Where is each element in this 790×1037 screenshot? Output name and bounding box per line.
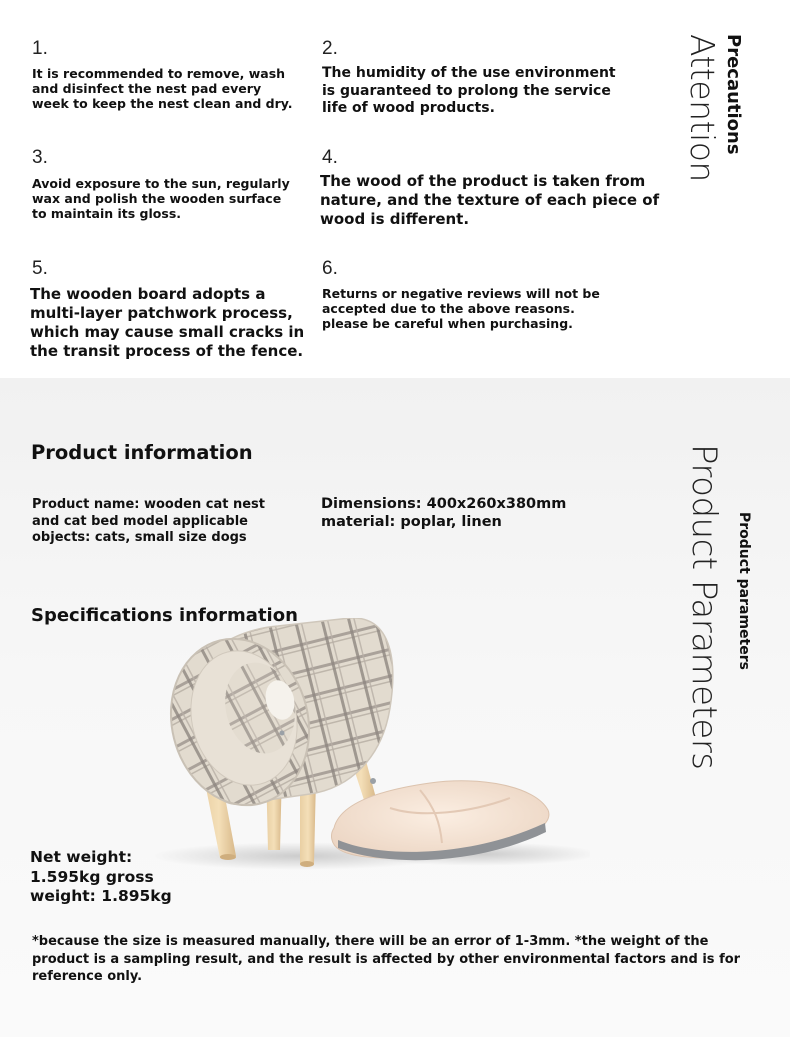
tip-number-5: 5. — [32, 258, 48, 279]
tip-text-4: The wood of the product is taken from nature, and the texture of each piece of wood is different. — [320, 172, 660, 228]
tip-number-6: 6. — [322, 258, 338, 279]
tip-text-6: Returns or negative reviews will not be accepted due to the above reasons. please be careful when purchasing. — [322, 286, 600, 331]
attention-title: Attention — [683, 34, 722, 182]
tip-text-5: The wooden board adopts a multi-layer patchwork process, which may cause small cracks in the transit process of the fence. — [30, 285, 305, 360]
tip-text-1: It is recommended to remove, wash and disinfect the nest pad every week to keep the nest clean and dry. — [32, 66, 293, 111]
tip-number-1: 1. — [32, 38, 48, 59]
cat-nest-image — [150, 618, 590, 878]
tip-text-2: The humidity of the use environment is guaranteed to prolong the service life of wood products. — [322, 65, 616, 116]
precautions-title: Precautions — [723, 34, 744, 155]
tip-number-3: 3. — [32, 147, 48, 168]
dimensions: Dimensions: 400x260x380mm material: poplar, linen — [321, 496, 567, 530]
net-weight: Net weight: 1.595kg gross weight: 1.895kg — [30, 848, 172, 905]
tip-text-3: Avoid exposure to the sun, regularly wax and polish the wooden surface to maintain its gloss. — [32, 176, 290, 221]
product-name: Product name: wooden cat nest and cat bed model applicable objects: cats, small size dogs — [32, 497, 266, 545]
footnote: *because the size is measured manually, there will be an error of 1-3mm. *the weight of the product is a sampling result, and the result is affected by other environmental factors and is for reference only. — [32, 934, 741, 984]
product-info-heading: Product information — [31, 441, 253, 464]
tip-number-2: 2. — [322, 38, 338, 59]
tip-number-4: 4. — [322, 147, 338, 168]
parameters-title: Product Parameters — [684, 444, 724, 770]
specs-heading: Specifications information — [31, 605, 298, 626]
parameters-small-title: Product parameters — [736, 512, 752, 670]
